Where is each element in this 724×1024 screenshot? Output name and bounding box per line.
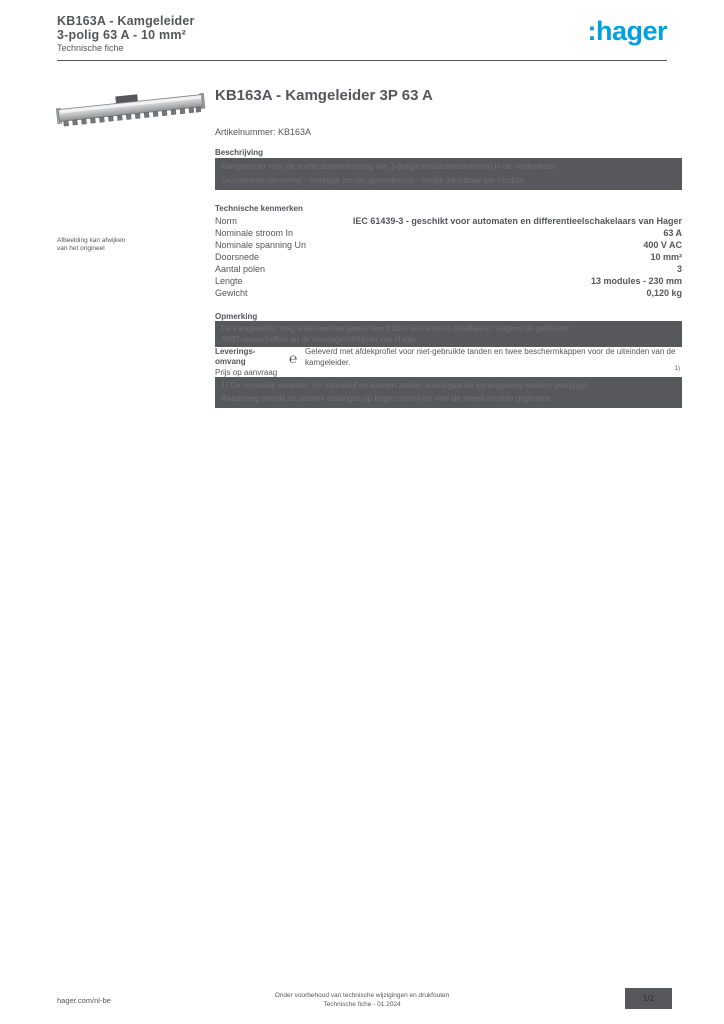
article-reference: Artikelnummer: KB163A — [215, 127, 312, 137]
specs-table — [215, 215, 682, 299]
delivery-label-line2: omvang — [215, 357, 246, 366]
footnote-line1: 1) De vermelde waarden zijn indicatief en kunnen zonder voorafgaande kennisgeving worden gewijzigd. — [221, 381, 589, 390]
photo-disclaimer-line1: Afbeelding kan afwijken — [57, 237, 126, 244]
photo-disclaimer-line2: van het origineel — [57, 244, 105, 252]
spec-value: 0,120 kg — [646, 288, 682, 298]
spec-label: Gewicht — [215, 288, 248, 298]
footer-disclaimer — [275, 991, 450, 1009]
spec-value: 13 modules - 230 mm — [590, 276, 682, 286]
spec-label: Aantal polen — [215, 264, 266, 274]
remark-band — [215, 321, 682, 347]
footnote-line2: Raadpleeg steeds de actuele catalogus op hager.com/nl-be voor de meest recente gegevens. — [221, 394, 553, 403]
spec-label: Nominale spanning Un — [215, 240, 307, 250]
spec-value: IEC 61439-3 - geschikt voor automaten en differentieelschakelaars van Hager — [352, 216, 682, 226]
table-row — [215, 263, 682, 275]
description-line2: Geïsoleerde uitvoering - montage zonder gereedschap - lengte inkortbaar per module. — [221, 176, 527, 185]
hager-logo: :hager — [587, 16, 667, 46]
delivery-text: Geleverd met afdekprofiel voor niet-gebruikte tanden en twee beschermkappen voor de uiteinden van de kamgeleider. — [305, 347, 676, 367]
header-product-block — [57, 14, 195, 55]
table-row — [215, 215, 682, 227]
table-row — [215, 251, 682, 263]
table-row — [215, 275, 682, 287]
footer-disclaimer-line2: Technische fiche - 01.2024 — [323, 1001, 401, 1008]
price-note: Prijs op aanvraag — [215, 368, 278, 377]
spec-value: 10 mm² — [650, 252, 682, 262]
product-image — [55, 86, 207, 134]
photo-disclaimer — [57, 237, 125, 252]
header-doc-type: Technische fiche — [57, 43, 124, 53]
description-line1: Kamgeleider voor de snelle doorverbinding van 3-polige installatieautomaten in de verdeelkast. — [221, 162, 558, 171]
header-product-line1: KB163A - Kamgeleider — [57, 14, 195, 28]
spec-value: 400 V AC — [643, 240, 682, 250]
table-row — [215, 287, 682, 299]
section-label-delivery — [215, 347, 287, 367]
remark-line1: De kamgeleider mag enkel worden gemonteerd door een erkend installateur, volgens de geldende — [221, 324, 569, 333]
footnote-band — [215, 377, 682, 408]
footnote-reference-marker: 1) — [674, 366, 680, 372]
table-row — [215, 239, 682, 251]
header-divider — [57, 60, 667, 61]
section-label-remark: Opmerking — [215, 312, 258, 321]
spec-label: Nominale stroom In — [215, 228, 294, 238]
spec-label: Norm — [215, 216, 237, 226]
footer-website-box — [57, 990, 163, 1011]
spec-value: 3 — [676, 264, 682, 274]
description-band — [215, 158, 682, 190]
busbar-comb-illustration — [55, 86, 207, 134]
footer-page-box — [625, 988, 672, 1009]
remark-line2: AREI-voorschriften en de montagerichtlijnen van Hager. — [221, 335, 419, 344]
section-label-description: Beschrijving — [215, 148, 264, 157]
spec-label: Lengte — [215, 276, 243, 286]
spec-label: Doorsnede — [215, 252, 260, 262]
estimated-sign-icon: ℮ — [289, 350, 298, 366]
delivery-label-line1: Leverings- — [215, 347, 256, 356]
section-label-specs: Technische kenmerken — [215, 204, 303, 213]
footer-website-link[interactable]: hager.com/nl-be — [57, 996, 111, 1005]
header-product-line2: 3-polig 63 A - 10 mm² — [57, 28, 186, 42]
footer-disclaimer-line1: Onder voorbehoud van technische wijzigingen en drukfouten — [274, 992, 450, 999]
spec-value: 63 A — [663, 228, 682, 238]
table-row — [215, 227, 682, 239]
page-title: KB163A - Kamgeleider 3P 63 A — [215, 87, 433, 104]
page-indicator: 1/2 — [642, 994, 655, 1003]
